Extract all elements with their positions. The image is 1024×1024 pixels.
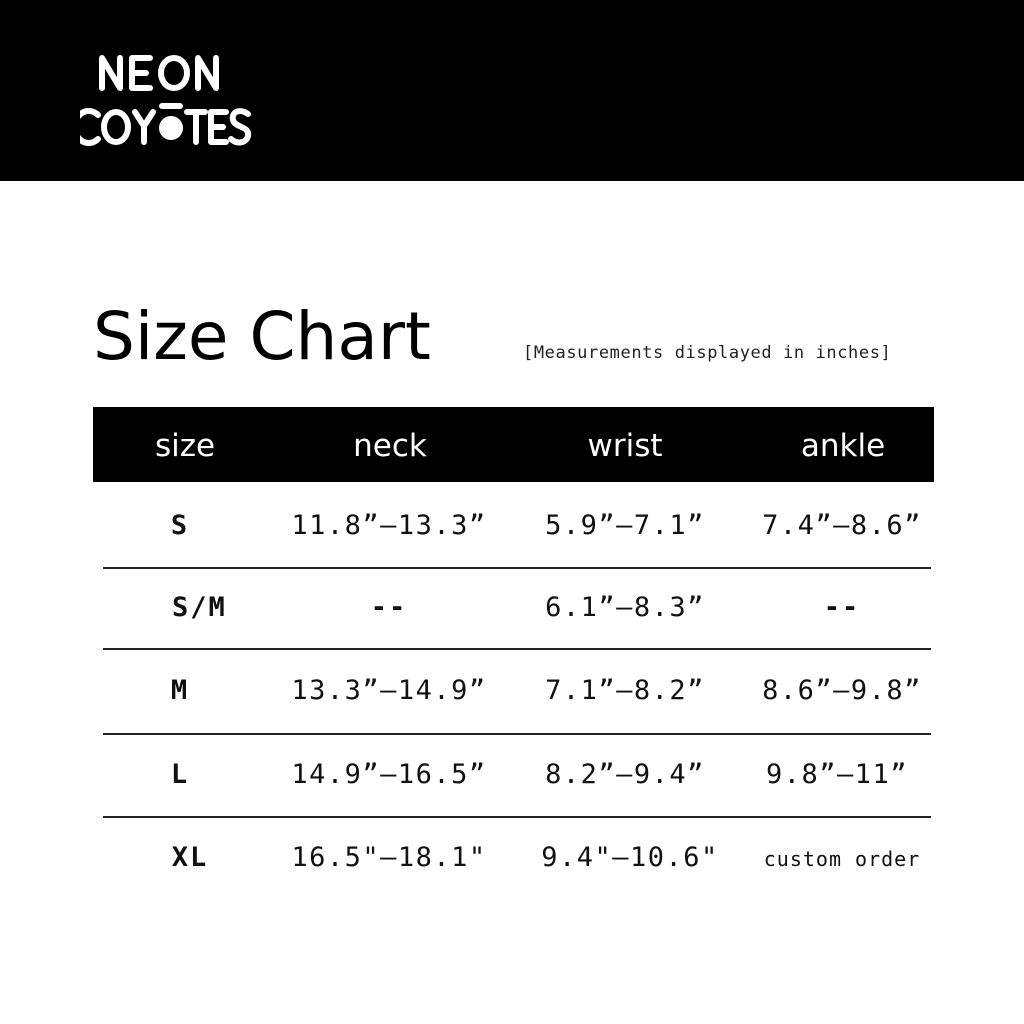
- wrist-cell: 8.2”–9.4”: [545, 759, 705, 790]
- brand-logo: [80, 48, 255, 148]
- wrist-cell: 7.1”–8.2”: [545, 675, 705, 706]
- row-divider: [103, 567, 931, 569]
- neck-cell: --: [370, 592, 408, 623]
- column-header-neck: neck: [353, 428, 427, 464]
- ankle-cell: custom order: [763, 847, 921, 871]
- size-cell: S: [170, 510, 190, 541]
- size-cell: XL: [171, 842, 209, 873]
- neck-cell: 16.5"–18.1": [291, 842, 487, 873]
- size-cell: M: [170, 675, 190, 706]
- ankle-cell: --: [823, 592, 861, 623]
- row-divider: [103, 733, 931, 735]
- row-divider: [103, 816, 931, 818]
- ankle-cell: 7.4”–8.6”: [762, 510, 922, 541]
- page-title: Size Chart: [93, 298, 431, 375]
- size-cell: S/M: [172, 592, 227, 623]
- header-banner: [0, 0, 1024, 181]
- wrist-cell: 9.4"–10.6": [541, 842, 719, 873]
- neck-cell: 13.3”–14.9”: [291, 675, 487, 706]
- neck-cell: 11.8”–13.3”: [291, 510, 487, 541]
- wrist-cell: 6.1”–8.3”: [545, 592, 705, 623]
- row-divider: [103, 648, 931, 650]
- column-header-wrist: wrist: [587, 428, 663, 464]
- table-header: [93, 407, 934, 482]
- column-header-ankle: ankle: [800, 428, 886, 464]
- ankle-cell: 8.6”–9.8”: [762, 675, 922, 706]
- neck-cell: 14.9”–16.5”: [291, 759, 487, 790]
- ankle-cell: 9.8”–11”: [765, 759, 909, 790]
- wrist-cell: 5.9”–7.1”: [545, 510, 705, 541]
- column-header-size: size: [154, 428, 216, 464]
- units-note: [Measurements displayed in inches]: [523, 343, 892, 363]
- size-cell: L: [170, 759, 190, 790]
